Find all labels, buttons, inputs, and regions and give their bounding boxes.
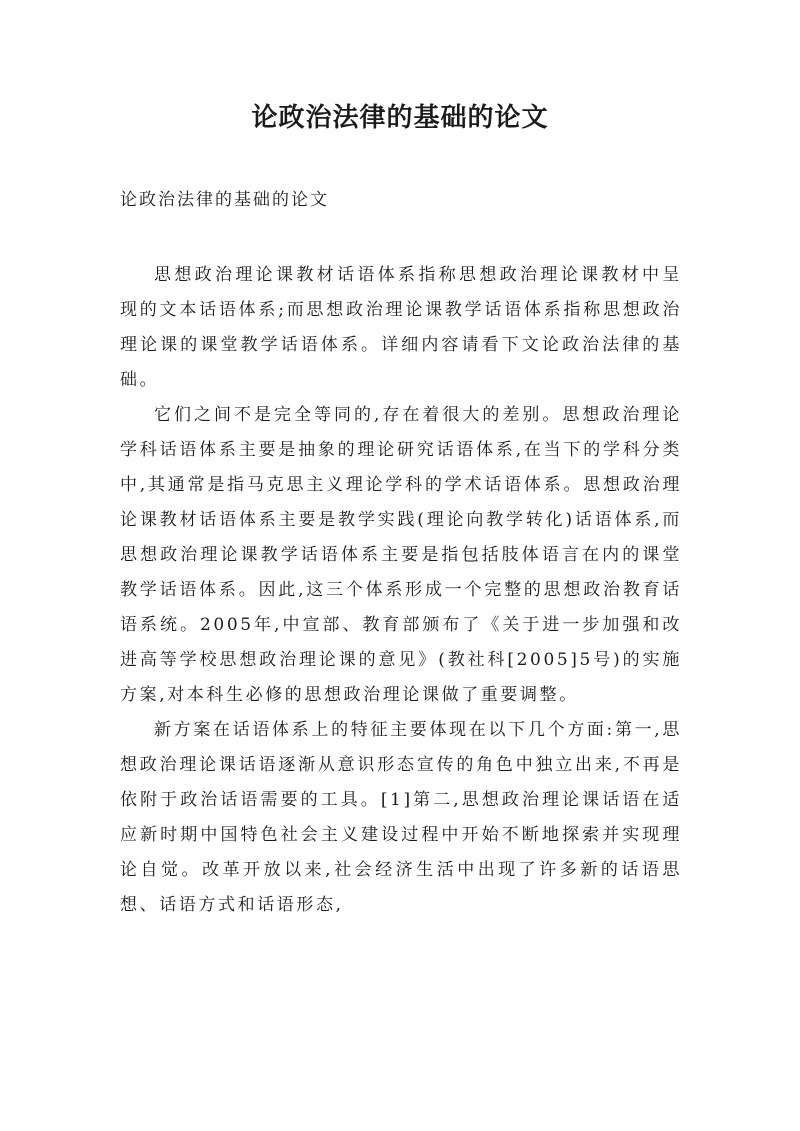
document-subtitle: 论政治法律的基础的论文 (120, 190, 329, 210)
paragraph-new-scheme: 新方案在话语体系上的特征主要体现在以下几个方面:第一,思想政治理论课话语逐渐从意识形态宣传的角色中独立出来,不再是依附于政治话语需要的工具。[1]第二,思想政治理论课话语在适应新时期中国特色社会主义建设过程中开始不断地探索并实现理论自觉。改革开放以来,社会经济生活中出现了许多新的话语思想、话语方式和话语形态, (120, 720, 682, 915)
paragraph-differences: 它们之间不是完全等同的,存在着很大的差别。思想政治理论学科话语体系主要是抽象的理论研究话语体系,在当下的学科分类中,其通常是指马克思主义理论学科的学术话语体系。思想政治理论课教材话语体系主要是教学实践(理论向教学转化)话语体系,而思想政治理论课教学话语体系主要是指包括肢体语言在内的课堂教学话语体系。因此,这三个体系形成一个完整的思想政治教育话语系统。2005年,中宣部、教育部颁布了《关于进一步加强和改进高等学校思想政治理论课的意见》(教社科[2005]5号)的实施方案,对本科生必修的思想政治理论课做了重要调整。 (120, 405, 682, 705)
paragraph-intro: 思想政治理论课教材话语体系指称思想政治理论课教材中呈现的文本话语体系;而思想政治理论课教学话语体系指称思想政治理论课的课堂教学话语体系。详细内容请看下文论政治法律的基础。 (120, 265, 682, 390)
document-title: 论政治法律的基础的论文 (251, 103, 549, 133)
document-body (120, 258, 682, 923)
